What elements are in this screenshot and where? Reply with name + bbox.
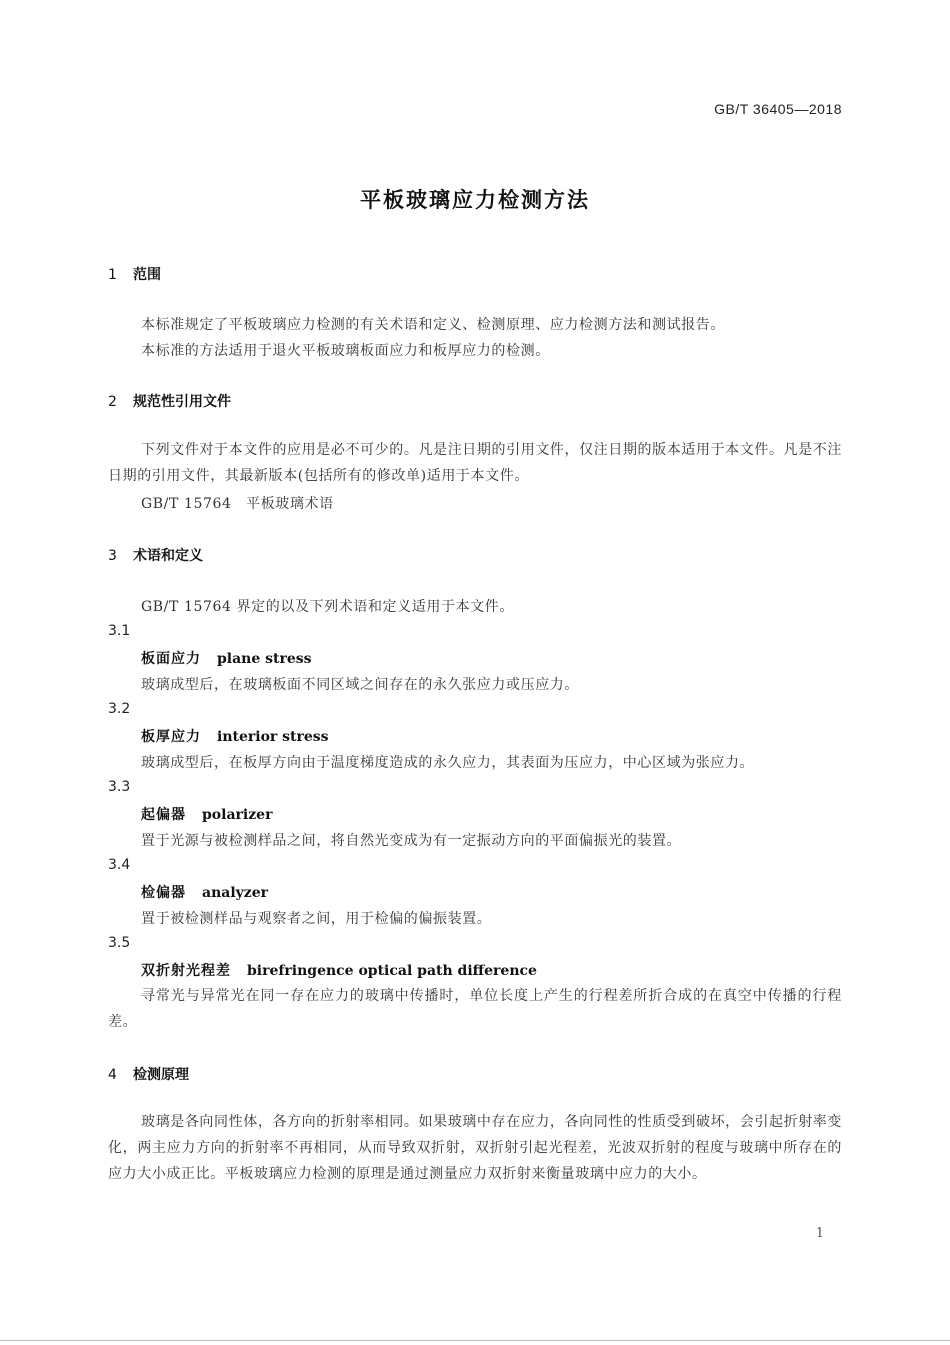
term-en: polarizer [202,807,273,823]
term-definition: 置于光源与被检测样品之间，将自然光变成为有一定振动方向的平面偏振光的装置。 [141,833,682,849]
section-title: 规范性引用文件 [133,394,231,410]
term-zh: 检偏器 [141,885,186,901]
section-3-intro: GB/T 15764 界定的以及下列术语和定义适用于本文件。 [141,599,514,615]
term-number: 3.2 [108,701,131,717]
term-heading [141,960,537,980]
term-zh: 板厚应力 [141,729,201,745]
section-1-heading [108,264,161,284]
term-heading [141,804,272,824]
term-definition: 置于被检测样品与观察者之间，用于检偏的偏振装置。 [141,911,492,927]
section-number: 4 [108,1067,117,1083]
term-zh: 双折射光程差 [141,963,231,979]
section-title: 检测原理 [133,1067,189,1083]
normative-reference: GB/T 15764 平板玻璃术语 [141,496,334,512]
section-number: 3 [108,548,117,564]
page-bottom-rule [0,1340,950,1341]
standard-number: GB/T 36405—2018 [714,101,842,117]
term-number: 3.3 [108,779,131,795]
document-title: 平板玻璃应力检测方法 [360,188,590,212]
term-en: interior stress [217,729,329,745]
term-zh: 起偏器 [141,807,186,823]
section-title: 术语和定义 [133,548,203,564]
term-zh: 板面应力 [141,651,201,667]
section-2-para-1: 下列文件对于本文件的应用是必不可少的。凡是注日期的引用文件，仅注日期的版本适用于本文件。凡是不注日期的引用文件，其最新版本(包括所有的修改单)适用于本文件。 [108,442,842,484]
term-en: analyzer [202,885,269,901]
section-number: 1 [108,267,117,283]
term-definition: 玻璃成型后，在板厚方向由于温度梯度造成的永久应力，其表面为压应力，中心区域为张应力。 [141,755,755,771]
term-definition: 寻常光与异常光在同一存在应力的玻璃中传播时，单位长度上产生的行程差所折合成的在真空中传播的行程差。 [108,988,842,1030]
section-4-para-1: 玻璃是各向同性体，各方向的折射率相同。如果玻璃中存在应力，各向同性的性质受到破坏，会引起折射率变化，两主应力方向的折射率不再相同，从而导致双折射，双折射引起光程差，光波双折射的程度与玻璃中所存在的应力大小成正比。平板玻璃应力检测的原理是通过测量应力双折射来衡量玻璃中应力的大小。 [108,1114,842,1182]
section-3-heading [108,545,203,565]
term-en: birefringence optical path difference [247,963,537,979]
section-number: 2 [108,394,117,410]
term-number: 3.4 [108,857,131,873]
term-heading [141,726,329,746]
section-2-heading [108,391,231,411]
term-en: plane stress [217,651,312,667]
term-heading [141,648,312,668]
section-1-para-1: 本标准规定了平板玻璃应力检测的有关术语和定义、检测原理、应力检测方法和测试报告。 [141,317,725,333]
section-title: 范围 [133,267,161,283]
section-4-heading [108,1064,189,1084]
term-number: 3.5 [108,935,131,951]
term-definition: 玻璃成型后，在玻璃板面不同区域之间存在的永久张应力或压应力。 [141,677,579,693]
page-number: 1 [815,1226,824,1241]
term-heading [141,882,268,902]
term-number: 3.1 [108,623,131,639]
section-1-para-2: 本标准的方法适用于退火平板玻璃板面应力和板厚应力的检测。 [141,343,550,359]
